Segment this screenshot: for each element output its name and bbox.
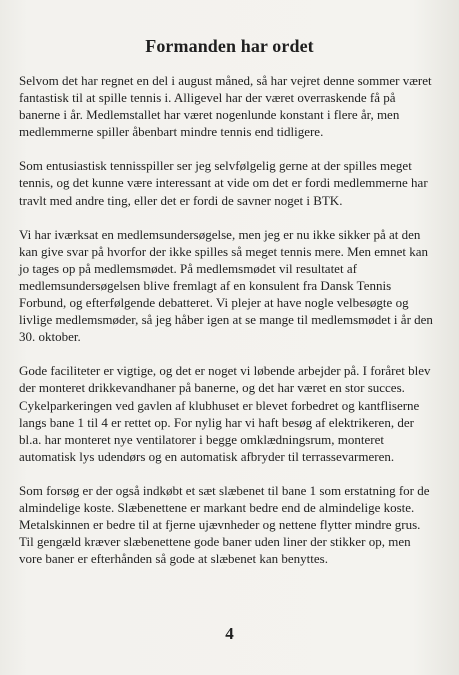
- paragraph-3: Vi har iværksat en medlemsundersøgelse, men jeg er nu ikke sikker på at den kan give svar på hvorfor der ikke spilles så meget tennis mere. Men emnet kan jo tages op på medlemsmødet. På medlemsmødet vil resultatet af medlemsundersøgelsen blive fremlagt af en konsulent fra Dansk Tennis Forbund, og efterfølgende debatteret. Vi plejer at have nogle velbesøgte og livlige medlemsmøder, så jeg håber igen at se mange til medlemsmødet i år den 30. oktober.: [19, 226, 433, 345]
- article-body: [19, 72, 433, 584]
- page-title: Formanden har ordet: [145, 36, 314, 56]
- page-number: 4: [225, 624, 234, 643]
- paragraph-5: Som forsøg er der også indkøbt et sæt slæbenet til bane 1 som erstatning for de almindelige koste. Slæbenettene er markant bedre end de almindelige koste. Metalskinnen er bedre til at fjerne ujævnheder og nettene flytter mindre grus. Til gengæld kræver slæbenettene gode baner uden liner der stikker op, men vore baner er efterhånden så gode at slæbenet kan benyttes.: [19, 482, 430, 567]
- paragraph-2: Som entusiastisk tennisspiller ser jeg selvfølgelig gerne at der spilles meget tennis, og det kunne være interessant at vide om det er fordi medlemmerne har travlt med andre ting, eller det er fordi de savner noget i BTK.: [19, 158, 428, 208]
- paragraph-4: Gode faciliteter er vigtige, og det er noget vi løbende arbejder på. I foråret blev der monteret drikkevandhaner på banerne, og det har været en stor succes. Cykelparkeringen ved gavlen af klubhuset er blevet forbedret og kantfliserne langs bane 1 til 4 er rettet op. For nylig har vi haft besøg af elektrikeren, der bl.a. har monteret nye ventilatorer i begge omklædningsrum, monteret automatisk lys udendørs og en automatisk afbryder til terrassevarmeren.: [19, 363, 431, 464]
- paragraph-1: Selvom det har regnet en del i august måned, så har vejret denne sommer været fantastisk til at spille tennis i. Alligevel har der været overraskende få på banerne i år. Medlemstallet har været nogenlunde konstant i flere år, men medlemmerne spiller åbenbart mindre tennis end tidligere.: [19, 73, 432, 140]
